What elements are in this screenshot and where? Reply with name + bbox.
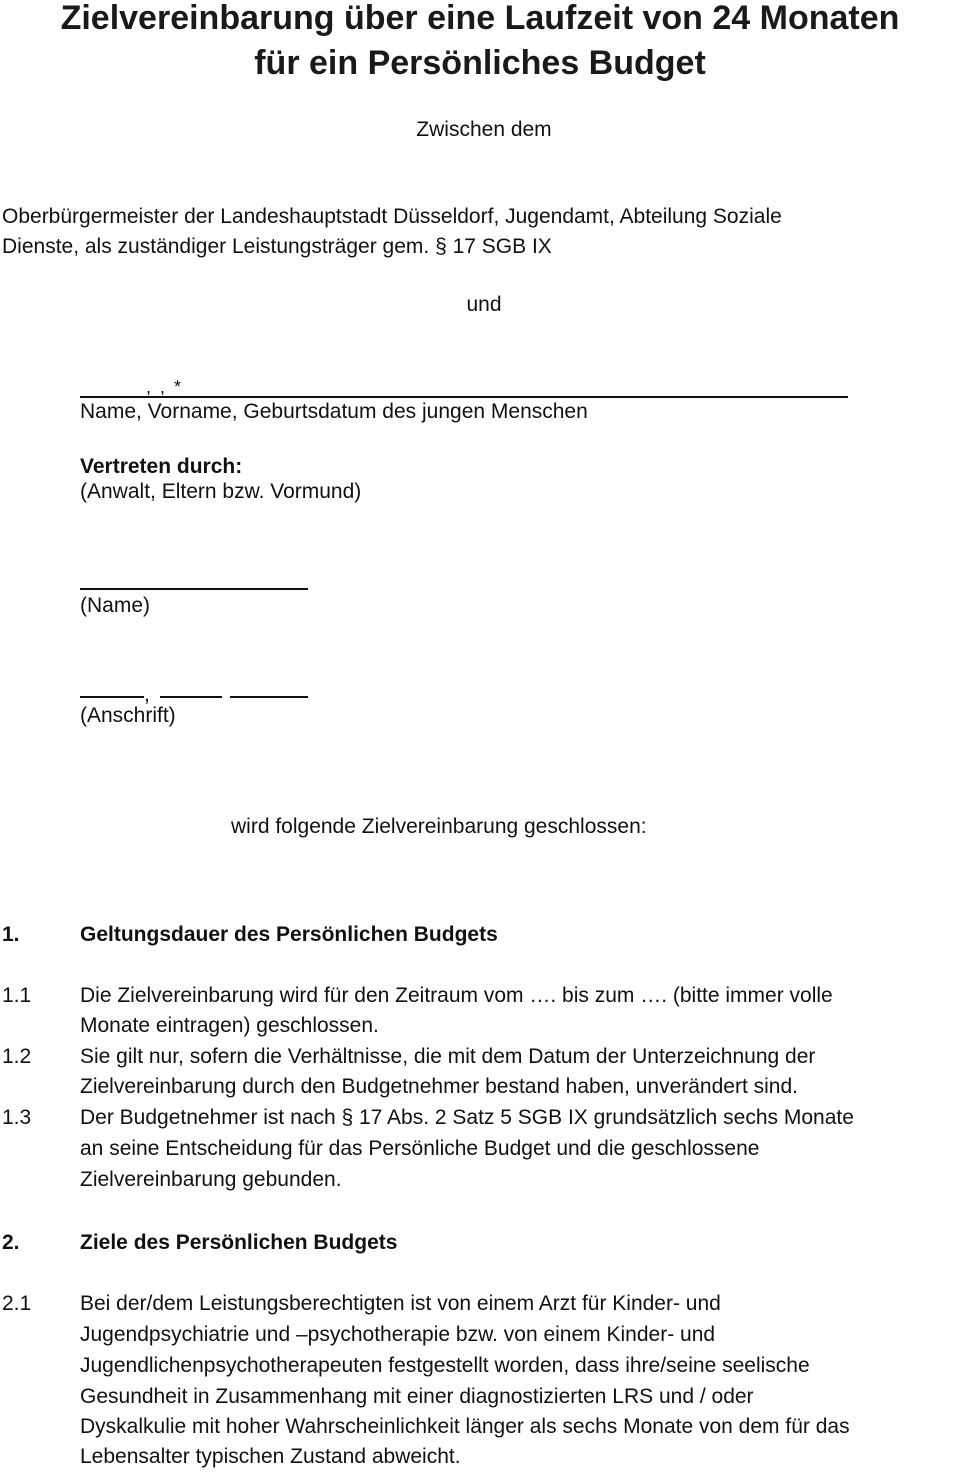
concluded-text: wird folgende Zielvereinbarung geschlossen: [231, 815, 647, 838]
represented-heading: Vertreten durch: [80, 455, 243, 478]
item-2-1-line: Jugendpsychiatrie und –psychotherapie bzw. von einem Kinder- und [80, 1323, 716, 1346]
item-1-2-line: Zielvereinbarung durch den Budgetnehmer bestand haben, unverändert sind. [80, 1075, 798, 1098]
item-2-1-line: Bei der/dem Leistungsberechtigten ist von einem Arzt für Kinder- und [80, 1292, 721, 1315]
person-line-marks: , , * [146, 377, 184, 397]
item-2-1-line: Dyskalkulie mit hoher Wahrscheinlichkeit länger als sechs Monate von dem für das [80, 1415, 850, 1438]
name-line [80, 588, 308, 590]
item-2-1-number: 2.1 [2, 1292, 32, 1315]
item-1-3-number: 1.3 [2, 1106, 32, 1129]
item-1-3-line: Der Budgetnehmer ist nach § 17 Abs. 2 Satz 5 SGB IX grundsätzlich sechs Monate [80, 1106, 854, 1129]
item-1-1-line: Monate eintragen) geschlossen. [80, 1014, 379, 1037]
address-line-2 [160, 696, 222, 698]
address-line-3 [230, 696, 308, 698]
item-2-1-line: Lebensalter typischen Zustand abweicht. [80, 1445, 461, 1468]
item-1-1-number: 1.1 [2, 984, 32, 1007]
item-1-3-line: Zielvereinbarung gebunden. [80, 1168, 342, 1191]
represented-hint: (Anwalt, Eltern bzw. Vormund) [80, 480, 362, 503]
item-1-3-line: an seine Entscheidung für das Persönliche Budget und die geschlossene [80, 1137, 760, 1160]
and-text: und [466, 293, 502, 316]
item-1-1-line: Die Zielvereinbarung wird für den Zeitraum vom …. bis zum …. (bitte immer volle [80, 984, 833, 1007]
item-1-2-line: Sie gilt nur, sofern die Verhältnisse, die mit dem Datum der Unterzeichnung der [80, 1045, 816, 1068]
person-label: Name, Vorname, Geburtsdatum des jungen Menschen [80, 400, 588, 423]
name-label: (Name) [80, 594, 151, 617]
section-1-number: 1. [2, 923, 20, 946]
title-line-2: für ein Persönliches Budget [254, 44, 706, 82]
item-1-2-number: 1.2 [2, 1045, 32, 1068]
section-2-number: 2. [2, 1231, 20, 1254]
between-text: Zwischen dem [416, 118, 552, 141]
item-2-1-line: Gesundheit in Zusammenhang mit einer diagnostizierten LRS und / oder [80, 1385, 754, 1408]
party1-line-1: Oberbürgermeister der Landeshauptstadt Düsseldorf, Jugendamt, Abteilung Soziale [2, 205, 782, 228]
section-1-heading: Geltungsdauer des Persönlichen Budgets [80, 923, 498, 946]
section-2-heading: Ziele des Persönlichen Budgets [80, 1231, 398, 1254]
address-label: (Anschrift) [80, 704, 176, 727]
address-line-1 [80, 696, 144, 698]
address-comma: , [144, 683, 150, 706]
party1-line-2: Dienste, als zuständiger Leistungsträger gem. § 17 SGB IX [2, 235, 552, 258]
title-line-1: Zielvereinbarung über eine Laufzeit von 24 Monaten [60, 0, 900, 37]
item-2-1-line: Jugendlichenpsychotherapeuten festgestellt worden, dass ihre/seine seelische [80, 1354, 810, 1377]
